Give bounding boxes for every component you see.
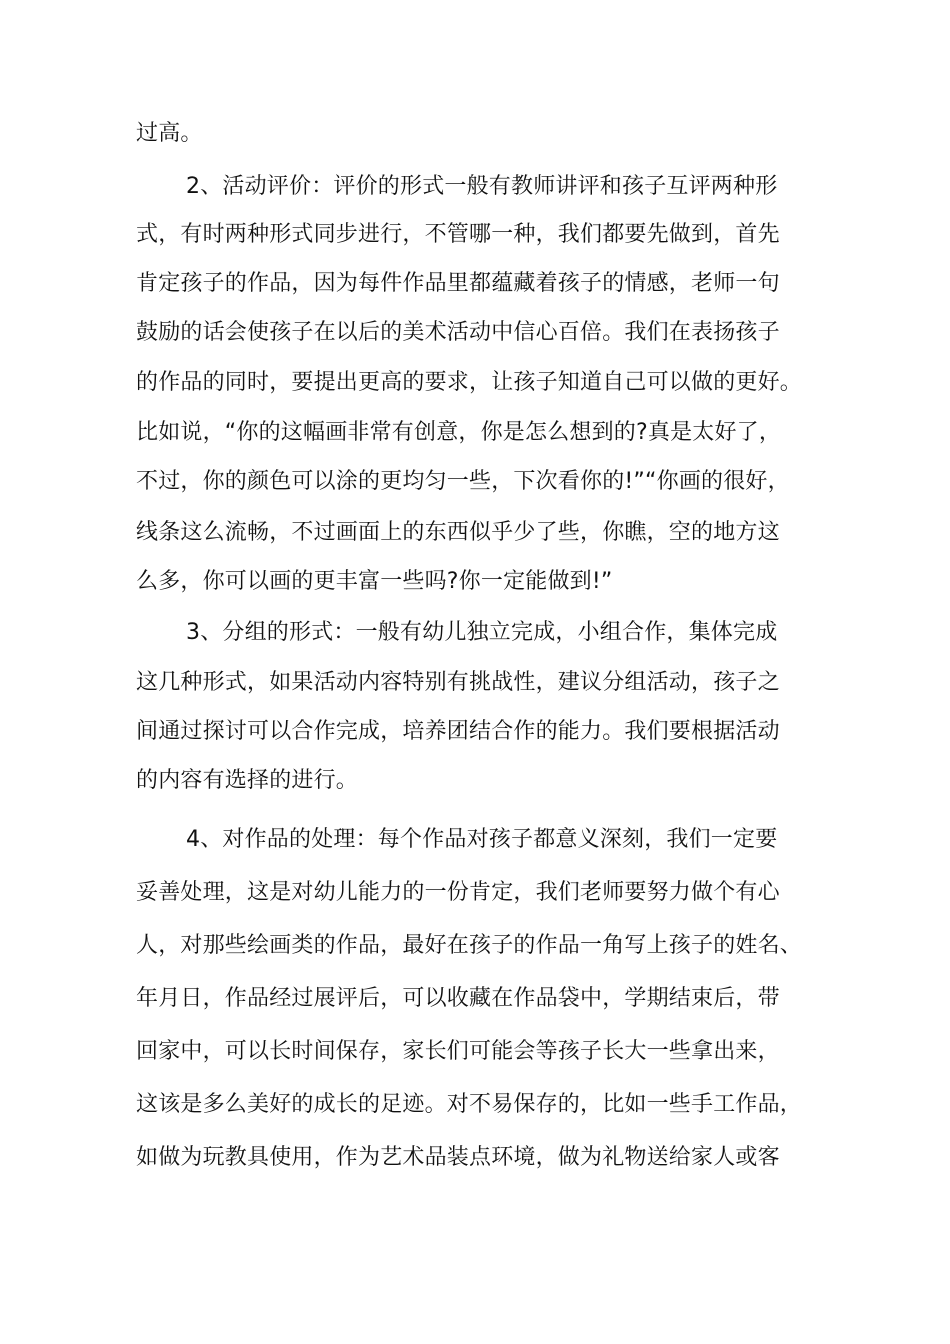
text-line: 2、活动评价：评价的形式一般有教师讲评和孩子互评两种形 [186, 174, 778, 199]
text-line: 间通过探讨可以合作完成，培养团结合作的能力。我们要根据活动 [136, 719, 780, 744]
text-line: 年月日，作品经过展评后，可以收藏在作品袋中，学期结束后，带 [136, 986, 780, 1011]
text-line: 这几种形式，如果活动内容特别有挑战性，建议分组活动，孩子之 [136, 670, 780, 695]
text-line: 么多，你可以画的更丰富一些吗?你一定能做到!” [136, 569, 613, 594]
text-line: 4、对作品的处理：每个作品对孩子都意义深刻，我们一定要 [186, 827, 778, 852]
text-line: 这该是多么美好的成长的足迹。对不易保存的，比如一些手工作品， [136, 1092, 803, 1117]
text-line: 不过，你的颜色可以涂的更均匀一些，下次看你的!”“你画的很好， [136, 469, 790, 494]
text-line: 式，有时两种形式同步进行，不管哪一种，我们都要先做到，首先 [136, 222, 780, 247]
text-line: 回家中，可以长时间保存，家长们可能会等孩子长大一些拿出来， [136, 1039, 780, 1064]
text-line: 如做为玩教具使用，作为艺术品装点环境，做为礼物送给家人或客 [136, 1145, 780, 1170]
text-line: 比如说，“你的这幅画非常有创意，你是怎么想到的?真是太好了， [136, 420, 782, 445]
text-line: 肯定孩子的作品，因为每件作品里都蕴藏着孩子的情感，老师一句 [136, 271, 780, 296]
text-line: 人，对那些绘画类的作品，最好在孩子的作品一角写上孩子的姓名、 [136, 933, 803, 958]
text-line: 的内容有选择的进行。 [136, 768, 359, 793]
text-line: 3、分组的形式：一般有幼儿独立完成，小组合作，集体完成 [186, 620, 778, 645]
text-line: 线条这么流畅，不过画面上的东西似乎少了些，你瞧，空的地方这 [136, 520, 780, 545]
text-line: 妥善处理，这是对幼儿能力的一份肯定，我们老师要努力做个有心 [136, 880, 780, 905]
text-line: 的作品的同时，要提出更高的要求，让孩子知道自己可以做的更好。 [136, 370, 803, 395]
text-line: 鼓励的话会使孩子在以后的美术活动中信心百倍。我们在表扬孩子 [136, 320, 780, 345]
text-line: 过高。 [136, 121, 203, 146]
